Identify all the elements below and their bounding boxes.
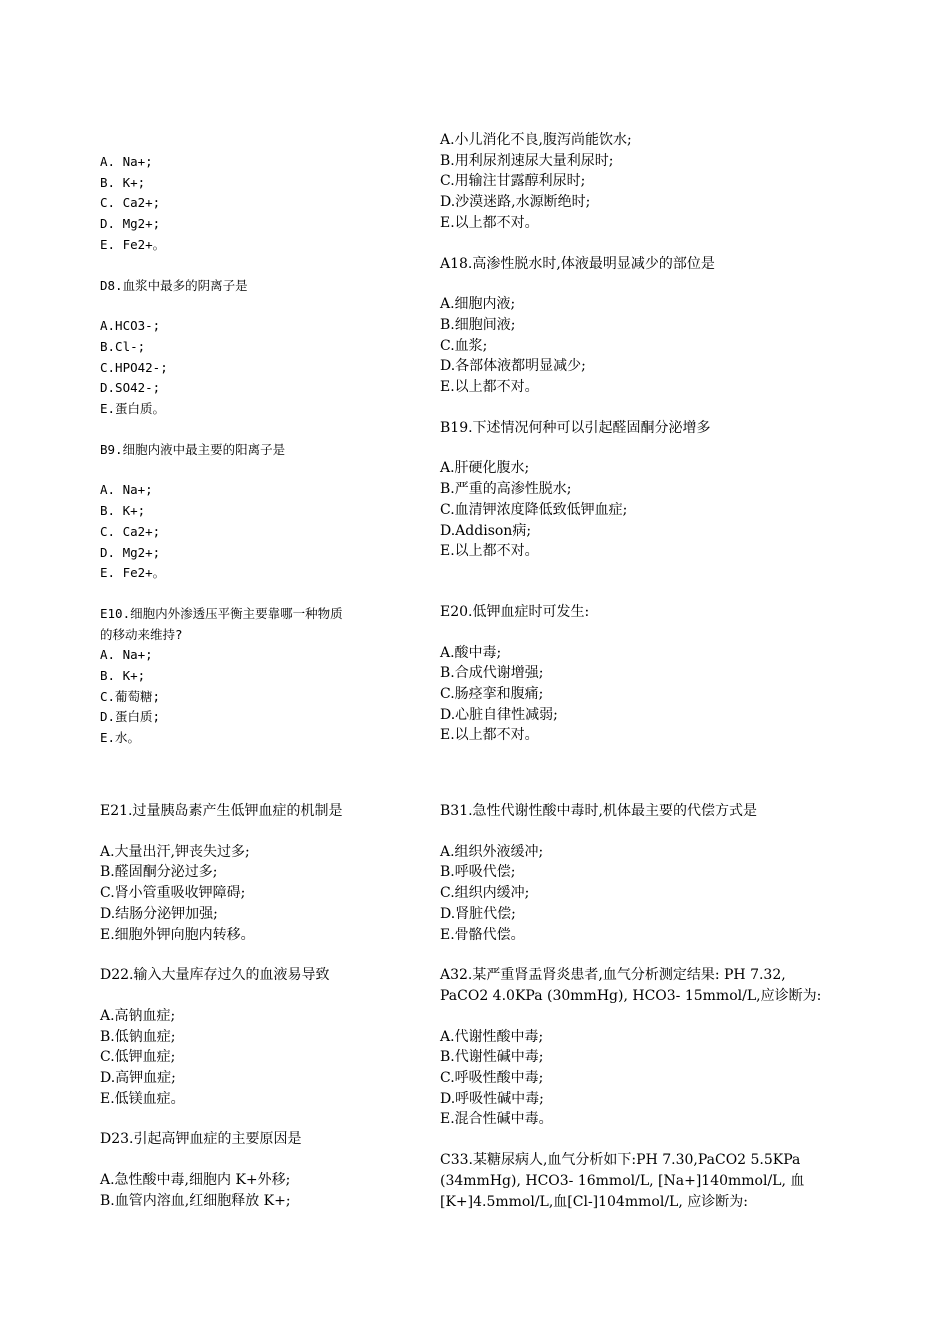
question-33: C33.某糖尿病人,血气分析如下:PH 7.30,PaCO2 5.5KPa [440, 1152, 801, 1169]
option: A.HCO3-; [100, 318, 161, 334]
question-33-continued: (34mmHg), HCO3- 16mmol/L, [Na+]140mmol/L, 血 [440, 1172, 805, 1189]
option: C. Ca2+; [100, 523, 161, 539]
option: E.混合性碱中毒。 [440, 1111, 553, 1128]
option: B.血管内溶血,红细胞释放 K+; [100, 1192, 291, 1209]
option: D.肾脏代偿; [440, 905, 516, 922]
option: C. Ca2+; [100, 195, 161, 211]
option: D.各部体液都明显减少; [440, 358, 586, 375]
option: A. Na+; [100, 647, 153, 663]
option: C.用输注甘露醇利尿时; [440, 173, 586, 190]
option: B.Cl-; [100, 338, 146, 354]
option: D.高钾血症; [100, 1070, 176, 1087]
question-20: E20.低钾血症时可发生: [440, 603, 590, 620]
option: E.骨骼代偿。 [440, 926, 525, 943]
question-8: D8.血浆中最多的阴离子是 [100, 277, 248, 293]
option: E.以上都不对。 [440, 379, 539, 396]
question-18: A18.高渗性脱水时,体液最明显减少的部位是 [440, 255, 715, 272]
option: D.心脏自律性减弱; [440, 706, 558, 723]
option: E.低镁血症。 [100, 1090, 185, 1107]
option: B. K+; [100, 174, 146, 190]
question-19: B19.下述情况何种可以引起醛固酮分泌增多 [440, 419, 711, 436]
option: C.血浆; [440, 337, 488, 354]
question-10-continued: 的移动来维持? [100, 626, 183, 642]
option: B.呼吸代偿; [440, 864, 516, 881]
option: D.Addison病; [440, 522, 532, 539]
option: E. Fe2+。 [100, 565, 166, 581]
option: E. Fe2+。 [100, 236, 166, 252]
option: C.肾小管重吸收钾障碍; [100, 885, 246, 902]
option: B.代谢性碱中毒; [440, 1049, 544, 1066]
question-33-continued: [K+]4.5mmol/L,血[Cl-]104mmol/L, 应诊断为: [440, 1193, 748, 1210]
option: B. K+; [100, 503, 146, 519]
question-10: E10.细胞内外渗透压平衡主要靠哪一种物质 [100, 605, 343, 621]
option: B. K+; [100, 668, 146, 684]
option: D.蛋白质; [100, 709, 161, 725]
option: A. Na+; [100, 482, 153, 498]
option: A.大量出汗,钾丧失过多; [100, 843, 250, 860]
question-32: A32.某严重肾盂肾炎患者,血气分析测定结果: PH 7.32, [440, 967, 786, 984]
question-9: B9.细胞内液中最主要的阳离子是 [100, 441, 286, 457]
option: A. Na+; [100, 154, 153, 169]
option: B.合成代谢增强; [440, 665, 544, 682]
option: D.结肠分泌钾加强; [100, 905, 218, 922]
bottom-right-column [440, 801, 860, 1212]
option: D.沙漠迷路,水源断绝时; [440, 194, 591, 211]
option: D.呼吸性碱中毒; [440, 1090, 544, 1107]
question-21: E21.过量胰岛素产生低钾血症的机制是 [100, 803, 343, 819]
option: D. Mg2+; [100, 544, 161, 560]
option: E.细胞外钾向胞内转移。 [100, 926, 255, 943]
q19-options [440, 458, 860, 562]
option: A.肝硬化腹水; [440, 460, 530, 477]
question-32-continued: PaCO2 4.0KPa (30mmHg), HCO3- 15mmol/L,应诊断为: [440, 987, 822, 1004]
q18-options [440, 294, 860, 398]
option: B.严重的高渗性脱水; [440, 481, 572, 498]
option: C.HPO42-; [100, 359, 168, 375]
option: C.血清钾浓度降低致低钾血症; [440, 501, 628, 518]
q32-options [440, 1027, 860, 1131]
option: C.肠痉挛和腹痛; [440, 686, 544, 703]
option: B.细胞间液; [440, 316, 516, 333]
question-22: D22.输入大量库存过久的血液易导致 [100, 967, 330, 984]
question-23: D23.引起高钾血症的主要原因是 [100, 1131, 302, 1148]
question-31: B31.急性代谢性酸中毒时,机体最主要的代偿方式是 [440, 803, 758, 819]
option: B.用利尿剂速尿大量利尿时; [440, 152, 614, 169]
option: C.葡萄糖; [100, 688, 161, 704]
option: E.以上都不对。 [440, 214, 539, 231]
option: A.组织外液缓冲; [440, 843, 544, 860]
option: A.代谢性酸中毒; [440, 1028, 544, 1045]
option: E.水。 [100, 730, 141, 746]
option: C.呼吸性酸中毒; [440, 1070, 544, 1087]
q31-options [440, 842, 860, 946]
option: D. Mg2+; [100, 216, 161, 232]
option: B.低钠血症; [100, 1028, 176, 1045]
option: A.酸中毒; [440, 644, 502, 661]
option: A.高钠血症; [100, 1007, 176, 1024]
option: A.急性酸中毒,细胞内 K+外移; [100, 1172, 291, 1189]
option: A.细胞内液; [440, 296, 516, 313]
option: E.蛋白质。 [100, 401, 166, 417]
option: E.以上都不对。 [440, 727, 539, 744]
top-right-column [440, 130, 860, 746]
option: B.醛固酮分泌过多; [100, 864, 218, 881]
q17-options [440, 130, 860, 234]
option: D.SO42-; [100, 380, 161, 396]
q20-options [440, 643, 860, 747]
option: C.组织内缓冲; [440, 885, 530, 902]
option: E.以上都不对。 [440, 543, 539, 560]
option: C.低钾血症; [100, 1049, 176, 1066]
option: A.小儿消化不良,腹泻尚能饮水; [440, 132, 632, 148]
